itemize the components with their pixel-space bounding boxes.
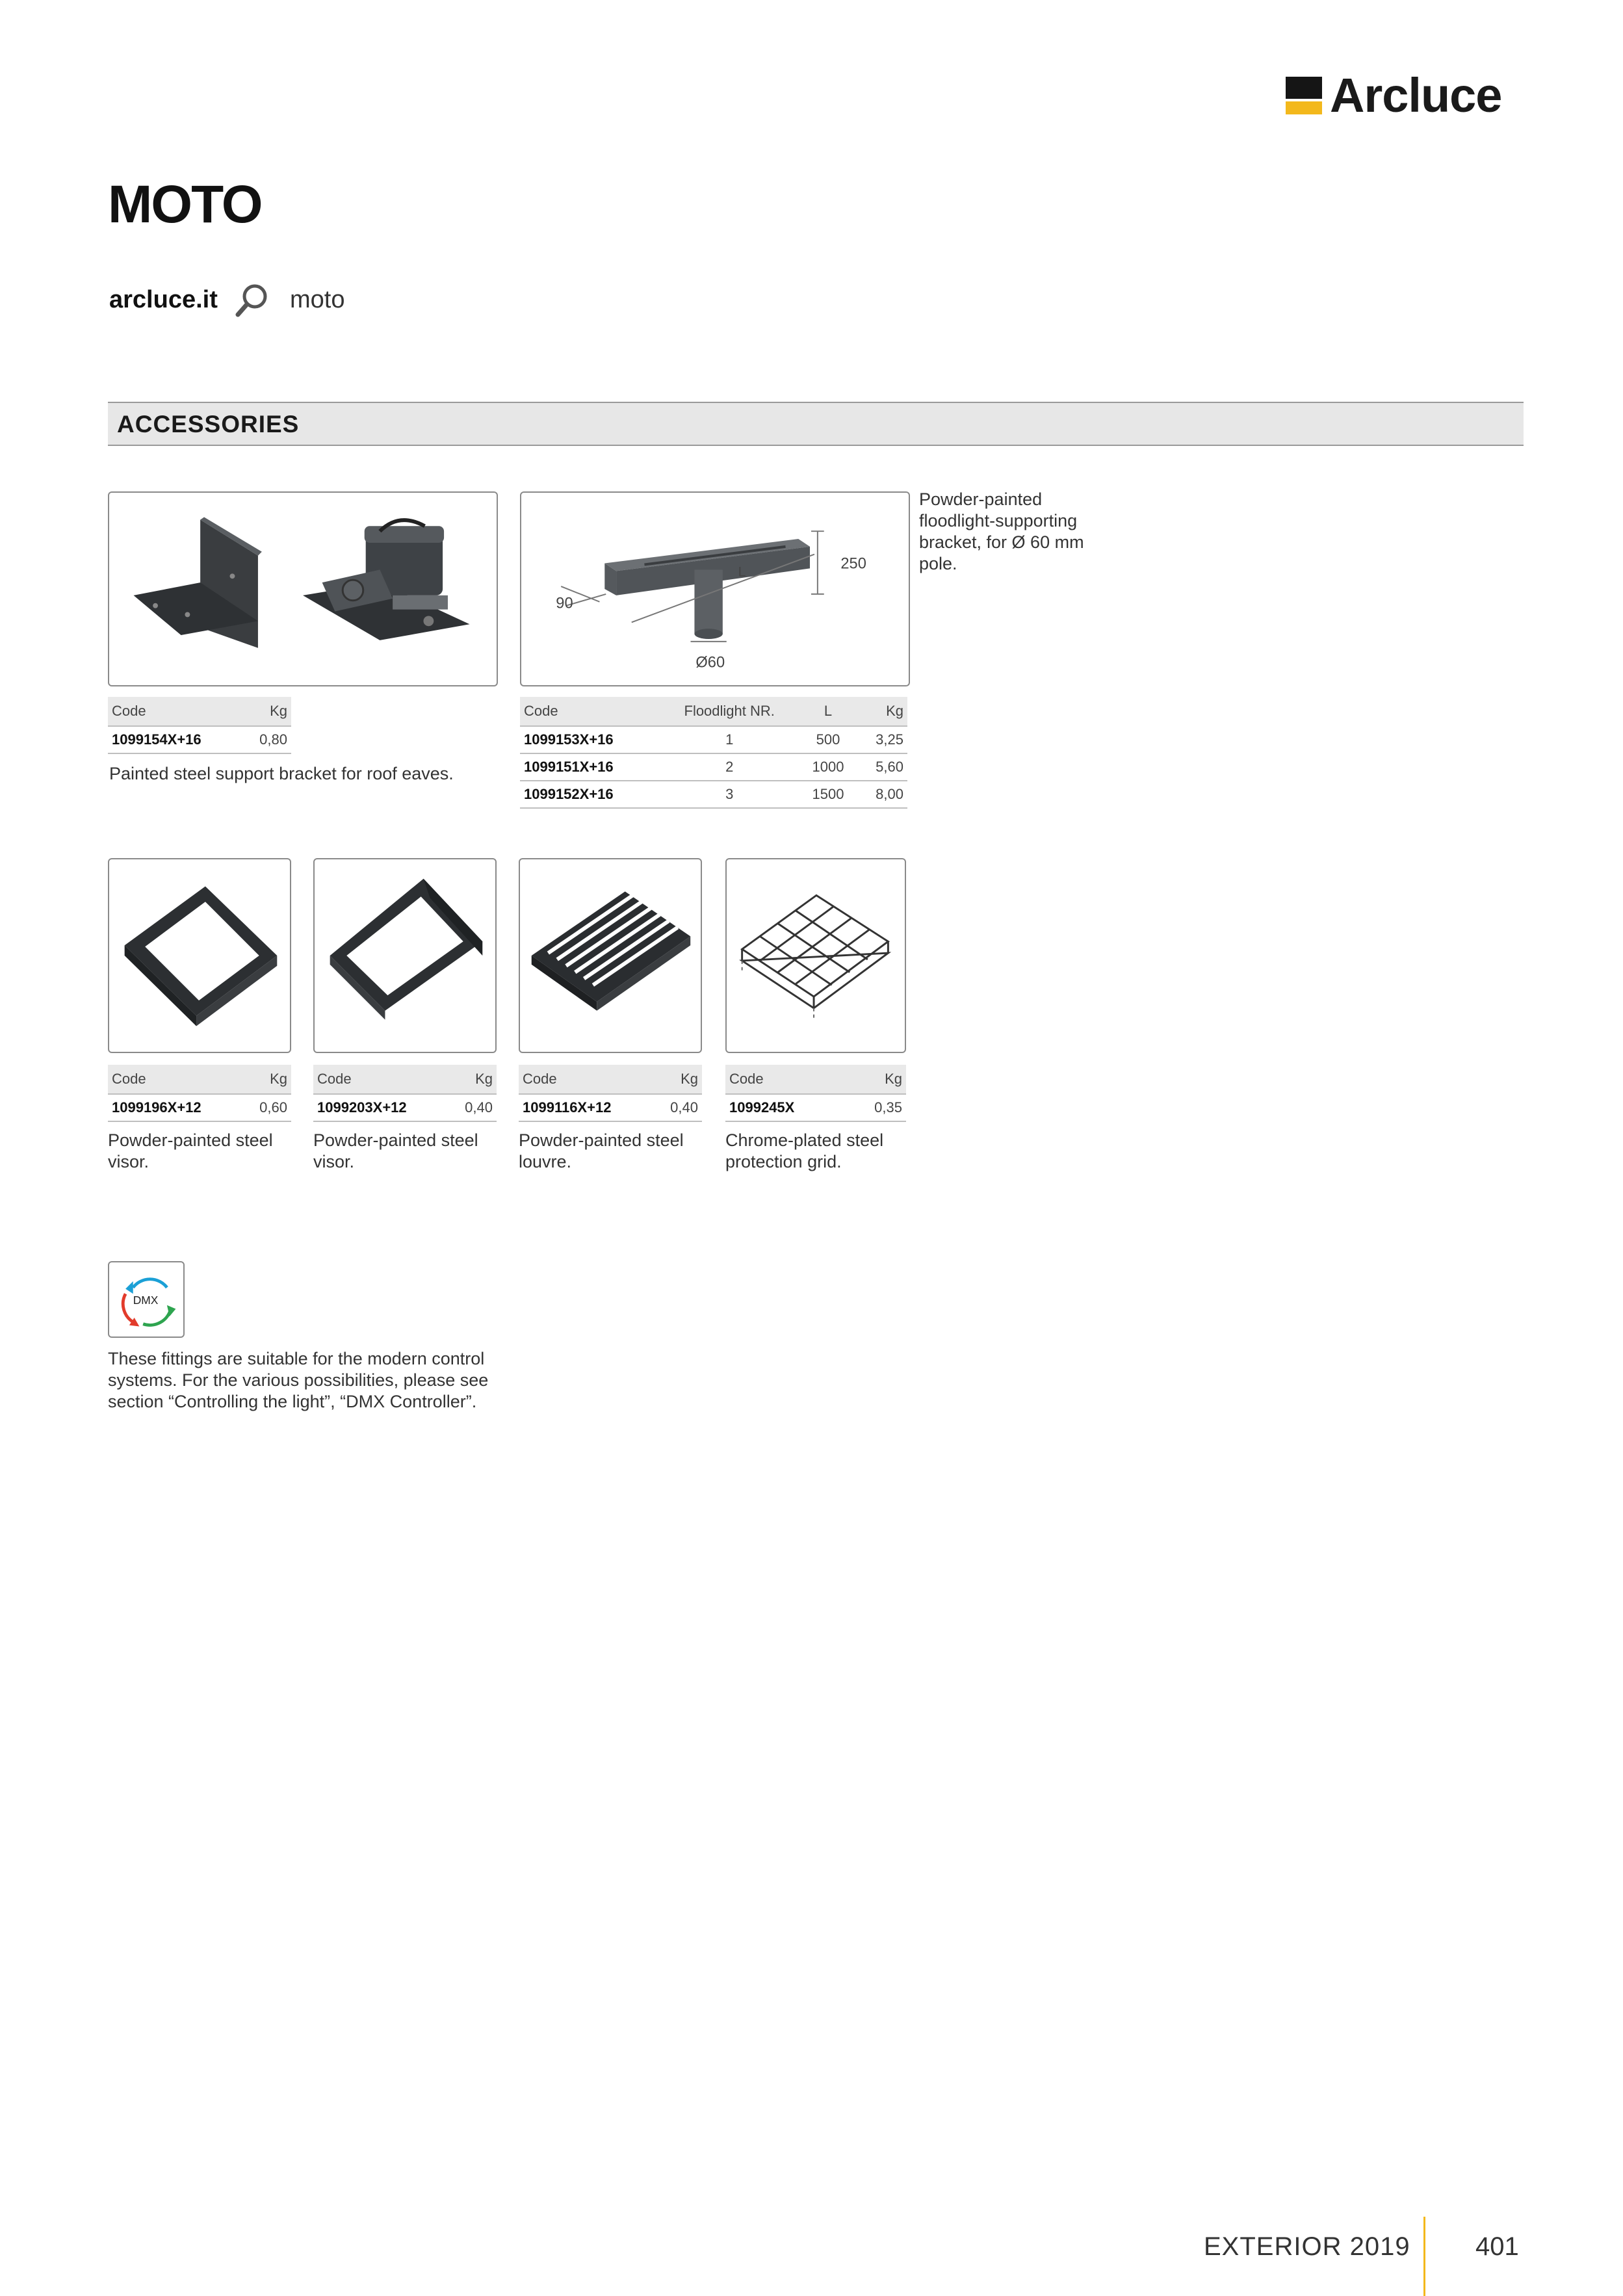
- table-row: [520, 726, 907, 753]
- product-code: 1099116X+12: [519, 1094, 653, 1121]
- floodlight-count: 1: [659, 726, 799, 753]
- weight-value: 5,60: [857, 753, 907, 781]
- search-icon: [233, 281, 272, 320]
- floodlight-count: 2: [659, 753, 799, 781]
- section-title: ACCESSORIES: [117, 411, 300, 437]
- col-header: Kg: [242, 697, 291, 726]
- product-description: Powder-painted steel louvre.: [519, 1130, 684, 1171]
- spec-table-visor-1: [108, 1065, 291, 1122]
- product-description: Chrome-plated steel protection grid.: [725, 1130, 884, 1171]
- col-header: Code: [520, 697, 659, 726]
- table-row: [108, 726, 291, 753]
- product-code: 1099154X+16: [108, 726, 242, 753]
- dmx-description: These fittings are suitable for the modern control systems. For the various possibilities, please see section “Controlling the light”, “DMX Controller”.: [108, 1349, 489, 1411]
- table-row: [519, 1094, 702, 1121]
- product-description: Powder-painted steel visor.: [313, 1130, 478, 1171]
- product-image-pole-bracket: [520, 491, 910, 686]
- spec-table-louvre: [519, 1065, 702, 1122]
- col-header: Floodlight NR.: [659, 697, 799, 726]
- spec-table-pole-bracket: [520, 697, 907, 809]
- weight-value: 8,00: [857, 781, 907, 808]
- table-row: [108, 1094, 291, 1121]
- spec-table-roof-bracket: [108, 697, 291, 754]
- dim-length-label: L: [738, 563, 746, 580]
- dim-width-label: 250: [840, 555, 866, 573]
- logo-mark-icon: [1286, 77, 1322, 114]
- product-code: 1099203X+12: [313, 1094, 447, 1121]
- weight-value: 0,40: [447, 1094, 497, 1121]
- table-row: [520, 753, 907, 781]
- section-header: [108, 402, 1524, 446]
- product-description: Powder-painted steel visor.: [108, 1130, 273, 1171]
- table-row: [520, 781, 907, 808]
- page-number: 401: [1475, 2232, 1519, 2261]
- product-image-visor-slanted: [313, 858, 497, 1053]
- col-header: L: [799, 697, 856, 726]
- col-header: Kg: [847, 1065, 906, 1094]
- col-header: Kg: [653, 1065, 702, 1094]
- product-code: 1099196X+12: [108, 1094, 242, 1121]
- dmx-label: DMX: [133, 1293, 159, 1307]
- site-link[interactable]: arcluce.it: [109, 286, 218, 313]
- col-header: Kg: [447, 1065, 497, 1094]
- search-keyword: moto: [290, 286, 345, 313]
- col-header: Code: [108, 1065, 242, 1094]
- product-image-protection-grid: [725, 858, 906, 1053]
- weight-value: 0,60: [242, 1094, 291, 1121]
- dmx-icon: [108, 1261, 185, 1338]
- product-code: 1099153X+16: [520, 726, 659, 753]
- product-code: 1099152X+16: [520, 781, 659, 808]
- weight-value: 0,80: [242, 726, 291, 753]
- product-code: 1099245X: [725, 1094, 847, 1121]
- page-title: MOTO: [108, 175, 262, 234]
- product-description: Painted steel support bracket for roof eaves.: [109, 764, 454, 783]
- product-description: Powder-painted floodlight-supporting bracket, for Ø 60 mm pole.: [919, 489, 1084, 573]
- col-header: Code: [313, 1065, 447, 1094]
- length-value: 1500: [799, 781, 856, 808]
- table-row: [725, 1094, 906, 1121]
- table-row: [313, 1094, 497, 1121]
- floodlight-count: 3: [659, 781, 799, 808]
- col-header: Code: [725, 1065, 847, 1094]
- length-value: 500: [799, 726, 856, 753]
- col-header: Kg: [857, 697, 907, 726]
- weight-value: 3,25: [857, 726, 907, 753]
- col-header: Kg: [242, 1065, 291, 1094]
- product-image-roof-bracket: [108, 491, 498, 686]
- spec-table-grid: [725, 1065, 906, 1122]
- product-image-visor: [108, 858, 291, 1053]
- col-header: Code: [519, 1065, 653, 1094]
- weight-value: 0,35: [847, 1094, 906, 1121]
- spec-table-visor-2: [313, 1065, 497, 1122]
- dim-diameter-label: Ø60: [695, 654, 725, 672]
- brand-name: Arcluce: [1330, 68, 1502, 122]
- product-image-louvre: [519, 858, 702, 1053]
- product-code: 1099151X+16: [520, 753, 659, 781]
- brand-logo: [1286, 68, 1502, 122]
- footer-divider: [1423, 2217, 1425, 2296]
- length-value: 1000: [799, 753, 856, 781]
- dim-depth-label: 90: [556, 595, 573, 612]
- footer-section-label: EXTERIOR 2019: [1204, 2232, 1410, 2261]
- col-header: Code: [108, 697, 242, 726]
- weight-value: 0,40: [653, 1094, 702, 1121]
